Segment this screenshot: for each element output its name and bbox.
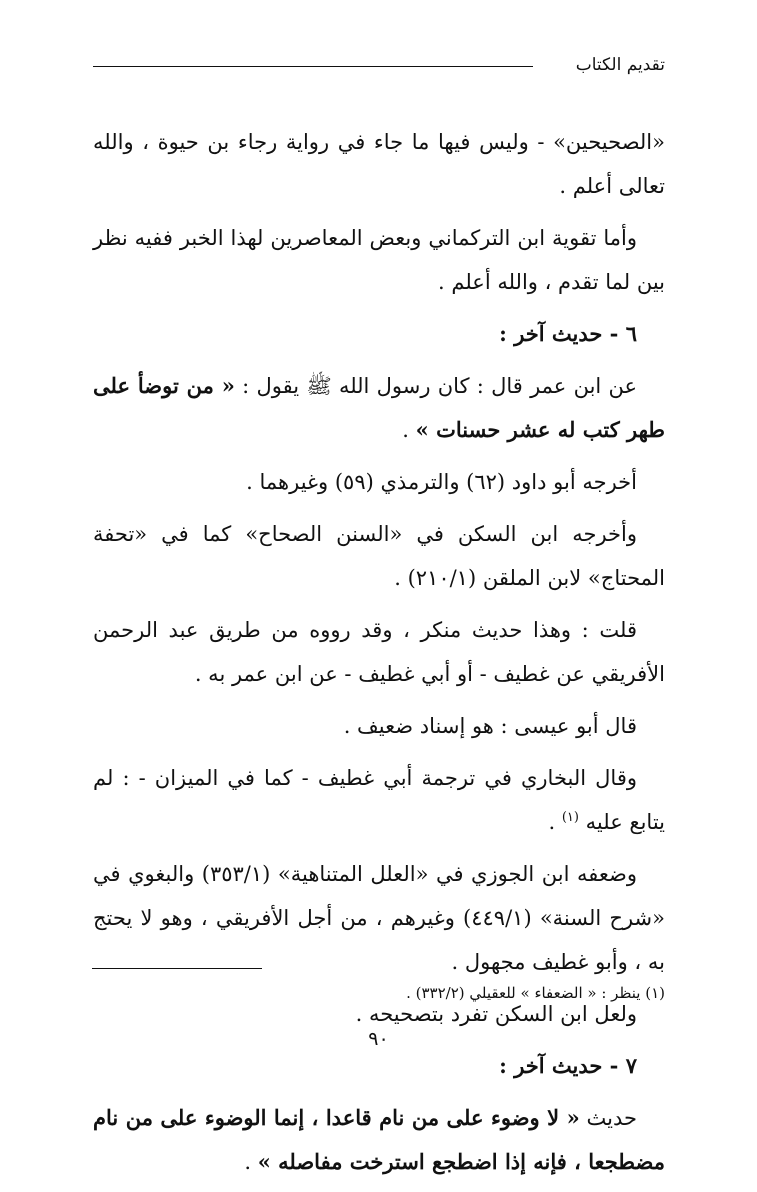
paragraph-5: وأخرجه ابن السكن في «السنن الصحاح» كما في «تحفة المحتاج» لابن الملقن (٢١٠/١) . [93,522,665,590]
footnote-reference[interactable]: (١) [561,810,579,825]
header-title: تقديم الكتاب [575,55,665,75]
paragraph-3-end: . [402,418,416,442]
footnote-1: (١) ينظر : « الضعفاء » للعقيلي (٣٣٢/٢) . [406,984,665,1002]
running-header [93,54,665,82]
paragraph-2: وأما تقوية ابن التركماني وبعض المعاصرين لهذا الخبر ففيه نظر بين لما تقدم ، والله أعلم . [93,226,665,294]
paragraph-11-intro: حديث [579,1106,637,1130]
paragraph-7: قال أبو عيسى : هو إسناد ضعيف . [343,714,637,738]
paragraph-9: وضعفه ابن الجوزي في «العلل المتناهية» (٣٥٣/١) والبغوي في «شرح السنة» (٤٤٩/١) وغيرهم ، من أجل الأفريقي ، وهو لا يحتج به ، وأبو غطيف مجهول . [93,862,666,974]
heading-hadith-7: ٧ - حديث آخر : [499,1053,637,1078]
paragraph-8-text: وقال البخاري في ترجمة أبي غطيف - كما في الميزان - : لم يتابع عليه [93,766,665,834]
paragraph-4: أخرجه أبو داود (٦٢) والترمذي (٥٩) وغيرهما . [246,470,637,494]
paragraph-8-end: . [548,810,562,834]
paragraph-3-intro: عن ابن عمر قال : كان رسول الله ﷺ يقول : [234,374,638,398]
paragraph-8 [93,756,665,844]
paragraph-11-quote: « لا وضوء على من نام قاعدا ، إنما الوضوء على من نام مضطجعا ، فإنه إذا اضطجع استرخت مفاصله » [93,1105,665,1174]
paragraph-11 [93,1096,665,1184]
page-number: ٩٠ [368,1028,389,1050]
paragraph-3 [93,364,665,452]
paragraph-1: «الصحيحين» - وليس فيها ما جاء في رواية رجاء بن حيوة ، والله تعالى أعلم . [93,130,665,198]
paragraph-3-quote: « من توضأ على طهر كتب له عشر حسنات » [93,373,665,442]
footnote-rule [92,968,262,969]
heading-hadith-6: ٦ - حديث آخر : [499,321,637,346]
paragraph-11-end: . [244,1150,258,1174]
header-rule [93,66,533,67]
paragraph-10: ولعل ابن السكن تفرد بتصحيحه . [355,1002,637,1026]
paragraph-6: قلت : وهذا حديث منكر ، وقد رووه من طريق عبد الرحمن الأفريقي عن غطيف - أو أبي غطيف - عن ابن عمر به . [93,618,665,686]
